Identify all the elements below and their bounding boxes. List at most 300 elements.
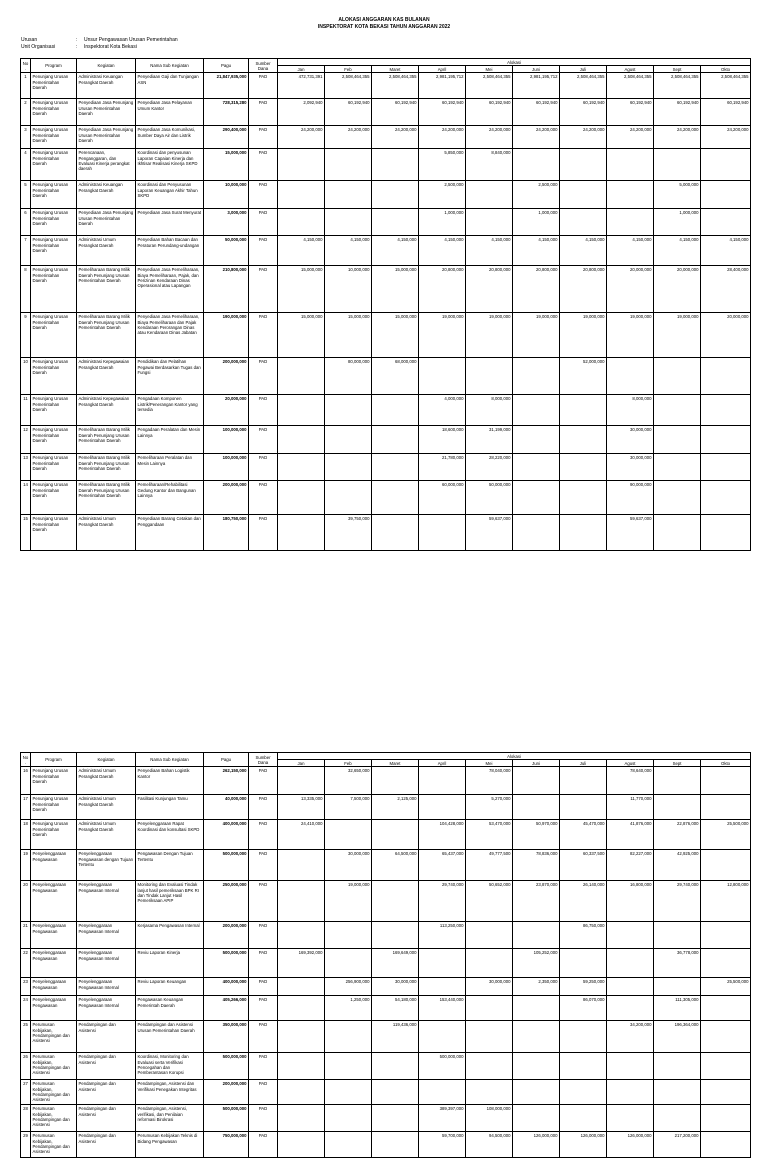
kegiatan-cell: Penyediaan Jasa Penunjang Urusan Pemerintahan Daerah	[77, 99, 136, 126]
month-amount-cell: 68,000,000	[372, 358, 419, 395]
month-amount-cell	[560, 426, 607, 454]
table-row	[21, 820, 751, 850]
month-amount-cell: 2,508,464,355	[466, 73, 513, 99]
header-month: Mei	[466, 66, 513, 73]
month-amount-cell	[701, 426, 751, 454]
month-amount-cell	[701, 209, 751, 236]
row-number: 28	[21, 1105, 31, 1132]
month-amount-cell: 2,350,000	[513, 978, 560, 996]
row-number: 1	[21, 73, 31, 99]
month-amount-cell: 1,000,000	[513, 209, 560, 236]
month-amount-cell	[466, 996, 513, 1021]
month-amount-cell	[560, 149, 607, 181]
month-amount-cell: 19,000,000	[654, 313, 701, 358]
month-amount-cell: 30,000,000	[466, 978, 513, 996]
kegiatan-cell: Penyelenggaraan Pengawasan Internal	[77, 949, 136, 978]
row-number: 16	[21, 767, 31, 795]
header-month: Maret	[372, 760, 419, 767]
month-amount-cell	[513, 481, 560, 515]
sub-kegiatan-cell: Penyediaan Jasa Pelayanan Umum Kantor	[136, 99, 204, 126]
kegiatan-cell: Penyelenggaraan Pengawasan Internal	[77, 881, 136, 922]
pagu-cell: 350,000,000	[204, 1021, 249, 1053]
month-amount-cell	[325, 1105, 372, 1132]
pagu-cell: 3,000,000	[204, 209, 249, 236]
month-amount-cell	[607, 1105, 654, 1132]
table-row	[21, 949, 751, 978]
sub-kegiatan-cell: Pendampingan dan Asistensi Urusan Pemerintahan Daerah	[136, 1021, 204, 1053]
row-number: 8	[21, 266, 31, 313]
program-cell: Penunjang Urusan Pemerintahan Daerah	[31, 795, 77, 820]
month-amount-cell: 24,200,000	[278, 126, 325, 149]
month-amount-cell	[701, 481, 751, 515]
month-amount-cell: 20,000,000	[607, 266, 654, 313]
month-amount-cell: 196,364,000	[654, 1021, 701, 1053]
month-amount-cell	[419, 1021, 466, 1053]
sumber-dana-cell: PAD	[249, 454, 278, 481]
month-amount-cell: 15,000,000	[278, 266, 325, 313]
month-amount-cell	[419, 358, 466, 395]
month-amount-cell	[372, 209, 419, 236]
kegiatan-cell: Penyediaan Jasa Penunjang Urusan Pemerintahan Daerah	[77, 126, 136, 149]
sub-kegiatan-cell: Koordinasi, Monitoring dan Evaluasi serta Verifikasi Pencegahan dan Pemberantasan Korupsi	[136, 1053, 204, 1080]
month-amount-cell	[466, 209, 513, 236]
pagu-cell: 262,150,000	[204, 767, 249, 795]
month-amount-cell	[278, 149, 325, 181]
month-amount-cell	[325, 949, 372, 978]
month-amount-cell: 19,000,000	[513, 313, 560, 358]
program-cell: Perumusan Kebijakan, Pendampingan dan Asistensi	[31, 1080, 77, 1105]
month-amount-cell	[278, 481, 325, 515]
header-alokasi: Alokasi	[278, 59, 751, 66]
header-no: No.	[21, 59, 31, 73]
sub-kegiatan-cell: Kerjasama Pengawasan Internal	[136, 922, 204, 949]
month-amount-cell: 59,250,000	[560, 978, 607, 996]
month-amount-cell: 25,500,000	[701, 978, 751, 996]
program-cell: Perumusan Kebijakan, Pendampingan dan Asistensi	[31, 1053, 77, 1080]
month-amount-cell	[654, 481, 701, 515]
sub-kegiatan-cell: Koordinasi dan Penyusunan Laporan Keuangan Akhir Tahun SKPD	[136, 181, 204, 209]
kegiatan-cell: Administrasi Umum Perangkat Daerah	[77, 236, 136, 266]
sumber-dana-cell: PAD	[249, 515, 278, 551]
month-amount-cell	[278, 1105, 325, 1132]
month-amount-cell: 64,500,000	[372, 850, 419, 881]
month-amount-cell: 15,000,000	[325, 313, 372, 358]
month-amount-cell	[513, 1080, 560, 1105]
month-amount-cell	[654, 1080, 701, 1105]
month-amount-cell	[372, 1053, 419, 1080]
month-amount-cell	[372, 149, 419, 181]
month-amount-cell: 78,640,000	[607, 767, 654, 795]
month-amount-cell	[654, 149, 701, 181]
month-amount-cell	[607, 996, 654, 1021]
sub-kegiatan-cell: Reviu Laporan Kinerja	[136, 949, 204, 978]
table-row	[21, 1021, 751, 1053]
sumber-dana-cell: PAD	[249, 358, 278, 395]
month-amount-cell: 30,000,000	[325, 850, 372, 881]
sub-kegiatan-cell: Pengawasan Dengan Tujuan Tertentu	[136, 850, 204, 881]
program-cell: Penunjang Urusan Pemerintahan Daerah	[31, 149, 77, 181]
pagu-cell: 500,000,000	[204, 1105, 249, 1132]
month-amount-cell: 60,192,940	[419, 99, 466, 126]
month-amount-cell	[278, 996, 325, 1021]
header-sub-kegiatan: Nama Sub Kegiatan	[136, 753, 204, 767]
kegiatan-cell: Pemeliharaan Barang Milik Daerah Penunjang Urusan Pemerintahan Daerah	[77, 313, 136, 358]
pagu-cell: 500,000,000	[204, 1053, 249, 1080]
month-amount-cell: 2,508,464,355	[325, 73, 372, 99]
month-amount-cell: 60,192,940	[654, 99, 701, 126]
month-amount-cell	[325, 395, 372, 426]
header-month: Mei	[466, 760, 513, 767]
pagu-cell: 500,000,000	[204, 949, 249, 978]
sumber-dana-cell: PAD	[249, 978, 278, 996]
month-amount-cell: 16,800,000	[607, 881, 654, 922]
month-amount-cell: 1,250,000	[325, 996, 372, 1021]
row-number: 20	[21, 881, 31, 922]
sumber-dana-cell: PAD	[249, 209, 278, 236]
month-amount-cell	[607, 181, 654, 209]
sub-kegiatan-cell: Pendampingan, Asistensi, verifikasi, dan Penilaian reformasi Birokrasi	[136, 1105, 204, 1132]
table-header-row	[21, 753, 751, 760]
pagu-cell: 200,000,000	[204, 922, 249, 949]
table-row	[21, 881, 751, 922]
month-amount-cell: 2,981,195,712	[419, 73, 466, 99]
header-program: Program	[31, 59, 77, 73]
sumber-dana-cell: PAD	[249, 881, 278, 922]
kegiatan-cell: Pendampingan dan Asistensi	[77, 1105, 136, 1132]
month-amount-cell	[654, 358, 701, 395]
row-number: 5	[21, 181, 31, 209]
month-amount-cell: 126,000,000	[607, 1132, 654, 1158]
month-amount-cell	[372, 1080, 419, 1105]
month-amount-cell	[701, 767, 751, 795]
month-amount-cell: 32,650,000	[325, 767, 372, 795]
pagu-cell: 728,315,280	[204, 99, 249, 126]
month-amount-cell	[560, 795, 607, 820]
kegiatan-cell: Penyelenggaraan Pengawasan Internal	[77, 922, 136, 949]
month-amount-cell	[560, 481, 607, 515]
month-amount-cell: 24,200,000	[701, 126, 751, 149]
month-amount-cell	[607, 949, 654, 978]
month-amount-cell	[701, 181, 751, 209]
row-number: 11	[21, 395, 31, 426]
month-amount-cell: 20,800,000	[419, 266, 466, 313]
month-amount-cell: 126,000,000	[513, 1132, 560, 1158]
header-alokasi: Alokasi	[278, 753, 751, 760]
month-amount-cell	[701, 949, 751, 978]
month-amount-cell: 20,800,000	[466, 266, 513, 313]
month-amount-cell: 20,000,000	[701, 313, 751, 358]
month-amount-cell: 108,000,000	[466, 1105, 513, 1132]
sub-kegiatan-cell: Penyediaan Jasa Pemeliharaan, Biaya Pemeliharaan dan Pajak Kendaraan Perorangan Dinas atau Kendaraan Dinas Jabatan	[136, 313, 204, 358]
sumber-dana-cell: PAD	[249, 73, 278, 99]
month-amount-cell: 50,000,000	[466, 481, 513, 515]
month-amount-cell: 5,000,000	[654, 181, 701, 209]
header-month: Okto	[701, 66, 751, 73]
month-amount-cell	[607, 358, 654, 395]
header-sub-kegiatan: Nama Sub Kegiatan	[136, 59, 204, 73]
month-amount-cell: 60,192,940	[607, 99, 654, 126]
month-amount-cell	[607, 1080, 654, 1105]
table-row	[21, 426, 751, 454]
month-amount-cell: 21,780,000	[419, 454, 466, 481]
month-amount-cell	[513, 426, 560, 454]
month-amount-cell: 119,436,000	[372, 1021, 419, 1053]
month-amount-cell: 2,508,464,355	[654, 73, 701, 99]
sumber-dana-cell: PAD	[249, 126, 278, 149]
program-cell: Penyelenggaraan Pengawasan	[31, 996, 77, 1021]
month-amount-cell: 7,500,000	[325, 795, 372, 820]
month-amount-cell	[701, 922, 751, 949]
month-amount-cell: 60,337,500	[560, 850, 607, 881]
table-row	[21, 922, 751, 949]
sumber-dana-cell: PAD	[249, 1021, 278, 1053]
month-amount-cell	[278, 767, 325, 795]
month-amount-cell: 86,750,000	[560, 922, 607, 949]
month-amount-cell: 82,227,000	[607, 850, 654, 881]
month-amount-cell: 1,000,000	[419, 209, 466, 236]
sub-kegiatan-cell: Penyediaan Jasa Komunikasi, Sumber Daya Air dan Listrik	[136, 126, 204, 149]
month-amount-cell: 60,192,940	[560, 99, 607, 126]
month-amount-cell: 169,649,000	[372, 949, 419, 978]
month-amount-cell: 50,652,000	[466, 881, 513, 922]
header-month: Sept	[654, 760, 701, 767]
kegiatan-cell: Pemeliharaan Barang Milik Daerah Penunjang Urusan Pemerintahan Daerah	[77, 266, 136, 313]
month-amount-cell	[419, 978, 466, 996]
month-amount-cell: 19,000,000	[325, 881, 372, 922]
month-amount-cell	[560, 1105, 607, 1132]
month-amount-cell: 113,250,000	[419, 922, 466, 949]
header-month: Feb	[325, 66, 372, 73]
month-amount-cell	[701, 1053, 751, 1080]
table-row	[21, 149, 751, 181]
pagu-cell: 210,800,000	[204, 266, 249, 313]
month-amount-cell	[560, 767, 607, 795]
month-amount-cell: 29,740,000	[654, 881, 701, 922]
sub-kegiatan-cell: Pemeliharaan Peralatan dan Mesin Lainnya	[136, 454, 204, 481]
month-amount-cell: 24,200,000	[419, 126, 466, 149]
header-month: Feb	[325, 760, 372, 767]
kegiatan-cell: Penyediaan Jasa Penunjang Urusan Pemerintahan Daerah	[77, 209, 136, 236]
row-number: 4	[21, 149, 31, 181]
meta-value: Inspektorat Kota Bekasi	[84, 44, 137, 50]
month-amount-cell	[372, 767, 419, 795]
month-amount-cell: 53,470,000	[466, 820, 513, 850]
header-month: Juli	[560, 760, 607, 767]
month-amount-cell	[372, 481, 419, 515]
month-amount-cell	[607, 922, 654, 949]
month-amount-cell: 105,252,000	[513, 949, 560, 978]
sub-kegiatan-cell: Pendidikan dan Pelatihan Pegawai Berdasarkan Tugas dan Fungsi	[136, 358, 204, 395]
meta-label: Urusan	[21, 37, 38, 43]
header-program: Program	[31, 753, 77, 767]
month-amount-cell: 29,740,000	[419, 881, 466, 922]
month-amount-cell	[607, 209, 654, 236]
sub-kegiatan-cell: Fasilitasi Kunjungan Tamu	[136, 795, 204, 820]
month-amount-cell: 2,500,000	[513, 181, 560, 209]
meta-row-urusan	[21, 37, 178, 44]
table-row	[21, 978, 751, 996]
month-amount-cell: 60,192,940	[701, 99, 751, 126]
row-number: 26	[21, 1053, 31, 1080]
month-amount-cell: 4,150,000	[513, 236, 560, 266]
header-month: Jan	[278, 760, 325, 767]
month-amount-cell	[513, 767, 560, 795]
row-number: 21	[21, 922, 31, 949]
header-month: Juli	[560, 66, 607, 73]
month-amount-cell	[513, 515, 560, 551]
month-amount-cell: 12,800,000	[701, 881, 751, 922]
kegiatan-cell: Pendampingan dan Asistensi	[77, 1132, 136, 1158]
row-number: 17	[21, 795, 31, 820]
month-amount-cell	[325, 1132, 372, 1158]
month-amount-cell: 20,800,000	[513, 266, 560, 313]
sub-kegiatan-cell: Monitoring dan Evaluasi Tindak lanjut hasil pemeriksaan BPK RI dan Tindak Lanjut Hasil Pemeriksaan APIP	[136, 881, 204, 922]
month-amount-cell	[372, 1132, 419, 1158]
sub-kegiatan-cell: Penyediaan Bahan Logistik Kantor	[136, 767, 204, 795]
month-amount-cell: 65,437,000	[419, 850, 466, 881]
month-amount-cell: 30,000,000	[607, 454, 654, 481]
month-amount-cell	[278, 1132, 325, 1158]
pagu-cell: 20,000,000	[204, 395, 249, 426]
month-amount-cell: 54,180,000	[372, 996, 419, 1021]
kegiatan-cell: Pendampingan dan Asistensi	[77, 1080, 136, 1105]
month-amount-cell	[701, 149, 751, 181]
month-amount-cell	[701, 1105, 751, 1132]
pagu-cell: 10,000,000	[204, 181, 249, 209]
month-amount-cell	[654, 515, 701, 551]
month-amount-cell	[654, 795, 701, 820]
month-amount-cell	[372, 820, 419, 850]
sumber-dana-cell: PAD	[249, 266, 278, 313]
table-row	[21, 1132, 751, 1158]
program-cell: Penunjang Urusan Pemerintahan Daerah	[31, 126, 77, 149]
month-amount-cell	[372, 1105, 419, 1132]
month-amount-cell: 52,000,000	[560, 358, 607, 395]
month-amount-cell: 4,150,000	[278, 236, 325, 266]
month-amount-cell	[513, 149, 560, 181]
kegiatan-cell: Administrasi Umum Perangkat Daerah	[77, 767, 136, 795]
month-amount-cell: 5,850,000	[419, 149, 466, 181]
month-amount-cell	[560, 209, 607, 236]
header-sumber-dana: Sumber Dana	[249, 59, 278, 73]
sumber-dana-cell: PAD	[249, 820, 278, 850]
month-amount-cell	[701, 358, 751, 395]
row-number: 9	[21, 313, 31, 358]
table-header-row	[21, 59, 751, 66]
program-cell: Penunjang Urusan Pemerintahan Daerah	[31, 181, 77, 209]
month-amount-cell	[560, 1080, 607, 1105]
table-row	[21, 996, 751, 1021]
month-amount-cell	[701, 1021, 751, 1053]
month-amount-cell: 60,192,940	[372, 99, 419, 126]
month-amount-cell: 24,200,000	[560, 126, 607, 149]
month-amount-cell	[701, 850, 751, 881]
sumber-dana-cell: PAD	[249, 481, 278, 515]
month-amount-cell	[654, 922, 701, 949]
header-pagu: Pagu	[204, 59, 249, 73]
sub-kegiatan-cell: Perumusan Kebijakan Teknis di Bidang Pengawasan	[136, 1132, 204, 1158]
month-amount-cell: 11,770,000	[607, 795, 654, 820]
table-row	[21, 1105, 751, 1132]
month-amount-cell: 19,000,000	[466, 313, 513, 358]
month-amount-cell: 24,200,000	[372, 126, 419, 149]
month-amount-cell: 24,200,000	[654, 126, 701, 149]
month-amount-cell	[513, 1053, 560, 1080]
row-number: 7	[21, 236, 31, 266]
sumber-dana-cell: PAD	[249, 996, 278, 1021]
table-row	[21, 795, 751, 820]
month-amount-cell	[278, 978, 325, 996]
meta-value: Unsur Pengawasan Urusan Pemerintahan	[84, 37, 178, 43]
document-meta	[21, 37, 178, 51]
month-amount-cell	[701, 996, 751, 1021]
header-month: Agust	[607, 66, 654, 73]
header-month: Okto	[701, 760, 751, 767]
table-row	[21, 99, 751, 126]
pagu-cell: 200,000,000	[204, 1080, 249, 1105]
program-cell: Penunjang Urusan Pemerintahan Daerah	[31, 395, 77, 426]
kegiatan-cell: Pemeliharaan Barang Milik Daerah Penunjang Urusan Pemerintahan Daerah	[77, 426, 136, 454]
row-number: 14	[21, 481, 31, 515]
month-amount-cell: 18,600,000	[419, 426, 466, 454]
month-amount-cell: 20,800,000	[560, 266, 607, 313]
month-amount-cell	[701, 395, 751, 426]
month-amount-cell	[560, 454, 607, 481]
program-cell: Perumusan Kebijakan, Pendampingan dan Asistensi	[31, 1132, 77, 1158]
sumber-dana-cell: PAD	[249, 922, 278, 949]
month-amount-cell: 60,000,000	[419, 481, 466, 515]
month-amount-cell	[654, 454, 701, 481]
row-number: 2	[21, 99, 31, 126]
month-amount-cell: 60,192,940	[325, 99, 372, 126]
month-amount-cell: 34,200,000	[607, 1021, 654, 1053]
table-row	[21, 850, 751, 881]
table-row	[21, 266, 751, 313]
program-cell: Penunjang Urusan Pemerintahan Daerah	[31, 313, 77, 358]
month-amount-cell: 2,500,000	[419, 181, 466, 209]
header-month: Maret	[372, 66, 419, 73]
row-number: 27	[21, 1080, 31, 1105]
row-number: 18	[21, 820, 31, 850]
month-amount-cell: 59,637,000	[607, 515, 654, 551]
month-amount-cell: 36,778,000	[654, 949, 701, 978]
header-no: No.	[21, 753, 31, 767]
month-amount-cell	[278, 922, 325, 949]
document-title: ALOKASI ANGGARAN KAS BULANAN	[338, 17, 430, 23]
table-row	[21, 236, 751, 266]
month-amount-cell: 19,000,000	[607, 313, 654, 358]
table-row	[21, 515, 751, 551]
month-amount-cell	[278, 181, 325, 209]
month-amount-cell: 30,000,000	[372, 978, 419, 996]
month-amount-cell: 1,000,000	[654, 209, 701, 236]
month-amount-cell	[278, 1021, 325, 1053]
table-row	[21, 358, 751, 395]
month-amount-cell	[513, 1105, 560, 1132]
document-subtitle: INSPEKTORAT KOTA BEKASI TAHUN ANGGARAN 2022	[317, 24, 451, 30]
sub-kegiatan-cell: Penyediaan Jasa Pemeliharaan, Biaya Pemeliharaan, Pajak, dan Perizinan Kendaraan Dinas Operasional atau Lapangan	[136, 266, 204, 313]
month-amount-cell: 4,150,000	[419, 236, 466, 266]
month-amount-cell: 4,000,000	[419, 395, 466, 426]
sub-kegiatan-cell: Reviu Laporan Keuangan	[136, 978, 204, 996]
pagu-cell: 40,000,000	[204, 795, 249, 820]
kegiatan-cell: Penyelenggaraan Pengawasan dengan Tujuan Tertentu	[77, 850, 136, 881]
table-row	[21, 481, 751, 515]
pagu-cell: 200,000,000	[204, 481, 249, 515]
program-cell: Penyelenggaraan Pengawasan	[31, 922, 77, 949]
pagu-cell: 405,266,000	[204, 996, 249, 1021]
month-amount-cell	[419, 949, 466, 978]
